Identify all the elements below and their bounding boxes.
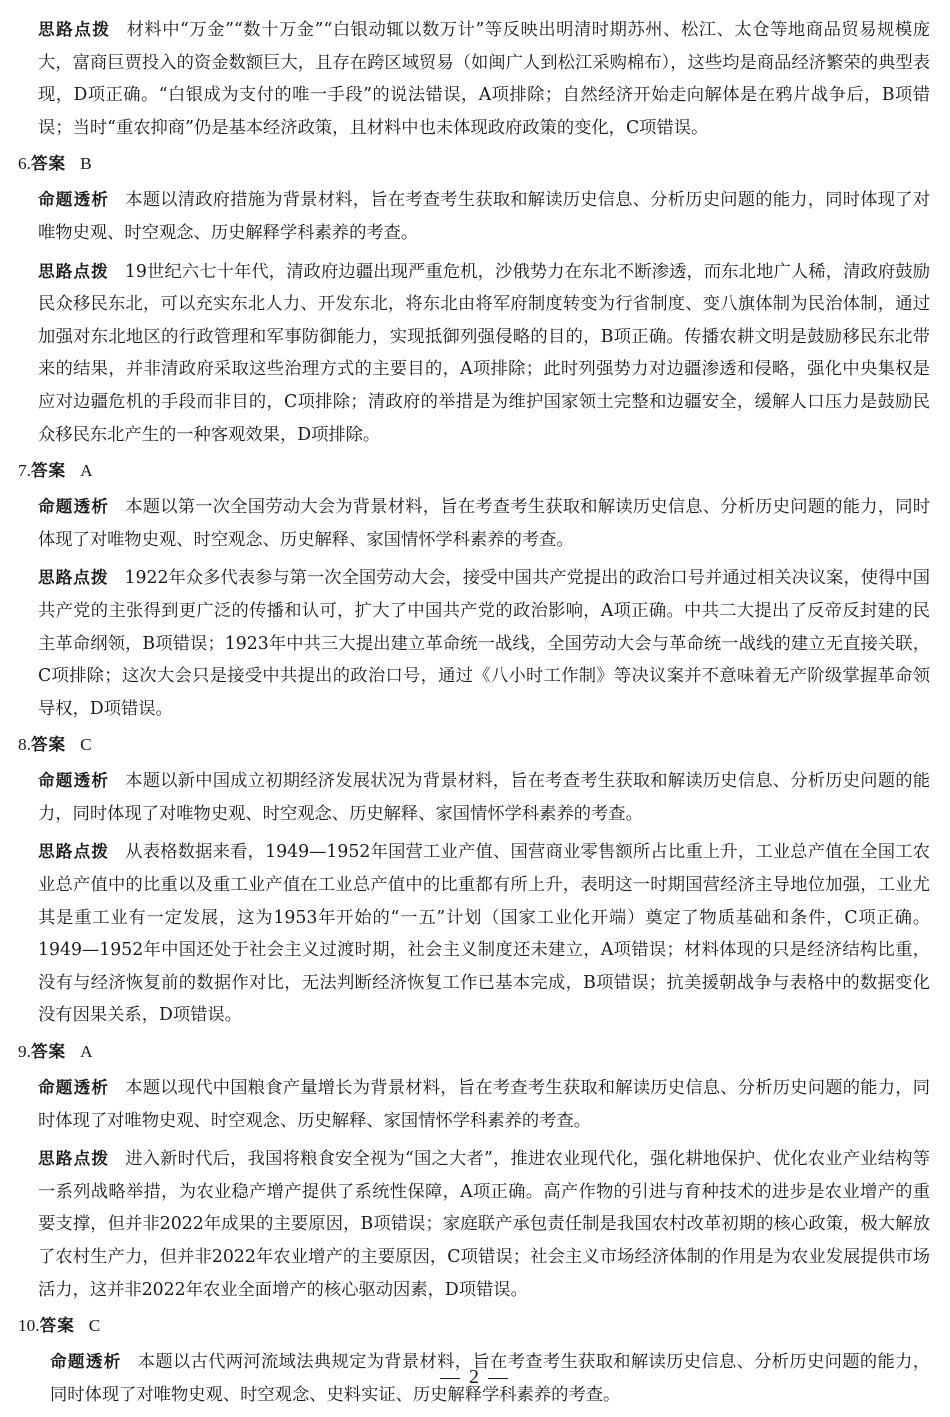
reasoning-text: 1922年众多代表参与第一次全国劳动大会，接受中国共产党提出的政治口号并通过相关决议案，使得中国共产党的主张得到更广泛的传播和认可，扩大了中国共产党的政治影响，A项正确。中共二大提出了反帝反封建的民主革命纲领，B项错误；1923年中共三大提出建立革命统一战线，全国劳动大会与革命统一战线的建立无直接关联，C项排除；这次大会只是接受中共提出的政治口号，通过《八小时工作制》等决议案并不意味着无产阶级掌握革命领导权，D项错误。 [38, 568, 931, 719]
answer-label: 答案 [30, 154, 67, 174]
analysis-paragraph-8 [38, 765, 930, 830]
analysis-label: 命题透析 [38, 190, 110, 210]
answer-line-8 [18, 731, 930, 759]
reasoning-label: 思路点拨 [38, 842, 110, 862]
question-number: 10. [18, 1316, 40, 1336]
analysis-label: 命题透析 [38, 1078, 110, 1098]
reasoning-text: 从表格数据来看，1949—1952年国营工业产值、国营商业零售额所占比重上升，工业总产值在全国工农业总产值中的比重以及重工业产值在工业总产值中的比重都有所上升，表明这一时期国营经济主导地位加强，工业尤其是重工业有一定发展，这为1953年开始的“一五”计划（国家工业化开端）奠定了物质基础和条件，C项正确。1949—1952年中国还处于社会主义过渡时期，社会主义制度还未建立，A项错误；材料体现的只是经济结构比重，没有与经济恢复前的数据作对比，无法判断经济恢复工作已基本完成，B项错误；抗美援朝战争与表格中的数据变化没有因果关系，D项错误。 [38, 842, 931, 1026]
question-number: 8. [18, 735, 31, 755]
analysis-label: 命题透析 [50, 1352, 122, 1372]
reasoning-text: 19世纪六七十年代，清政府边疆出现严重危机，沙俄势力在东北不断渗透，而东北地广人稀，清政府鼓励民众移民东北，可以充实东北人力、开发东北，将东北由将军府制度转变为行省制度、变八旗体制为民治体制，通过加强对东北地区的行政管理和军事防御能力，实现抵御列强侵略的目的，B项正确。传播农耕文明是鼓励移民东北带来的结果，并非清政府采取这些治理方式的主要目的，A项排除；此时列强势力对边疆渗透和侵略，强化中央集权是应对边疆危机的手段而非目的，C项排除；清政府的举措是为维护国家领土完整和边疆安全，缓解人口压力是鼓励民众移民东北产生的一种客观效果，D项排除。 [38, 261, 931, 445]
reasoning-text: 进入新时代后，我国将粮食安全视为“国之大者”，推进农业现代化，强化耕地保护、优化农业产业结构等一系列战略举措，为农业稳产增产提供了系统性保障，A项正确。高产作物的引进与育种技术的进步是农业增产的重要支撑，但并非2022年成果的主要原因，B项错误；家庭联产承包责任制是我国农村改革初期的核心政策，极大解放了农村生产力，但并非2022年农业增产的主要原因，C项错误；社会主义市场经济体制的作用是为农业发展提供市场活力，这并非2022年农业全面增产的核心驱动因素，D项错误。 [38, 1149, 931, 1300]
analysis-paragraph-7 [38, 491, 930, 556]
answer-line-9 [18, 1038, 930, 1066]
reasoning-paragraph-7 [38, 562, 930, 725]
answer-page [18, 14, 931, 1417]
answer-value: A [80, 1042, 93, 1062]
analysis-label: 命题透析 [38, 497, 110, 517]
analysis-label: 命题透析 [38, 771, 110, 791]
reasoning-label: 思路点拨 [38, 261, 109, 281]
answer-value: A [80, 461, 93, 481]
analysis-text: 本题以清政府措施为背景材料，旨在考查考生获取和解读历史信息、分析历史问题的能力，同时体现了对唯物史观、时空观念、历史解释学科素养的考查。 [38, 190, 930, 243]
analysis-text: 本题以第一次全国劳动大会为背景材料，旨在考查考生获取和解读历史信息、分析历史问题的能力，同时体现了对唯物史观、时空观念、历史解释、家国情怀学科素养的考查。 [38, 497, 930, 550]
reasoning-label: 思路点拨 [38, 568, 109, 588]
answer-label: 答案 [30, 735, 67, 755]
page-number: — 2 — [440, 1366, 510, 1388]
answer-label: 答案 [39, 1316, 75, 1336]
question-number: 9. [18, 1042, 31, 1062]
analysis-text: 本题以古代两河流域法典规定为背景材料，旨在考查考生获取和解读历史信息、分析历史问题的能力，同时体现了对唯物史观、时空观念、史料实证、历史解释学科素养的考查。 [50, 1352, 931, 1405]
analysis-paragraph-9 [38, 1072, 930, 1137]
question-number: 7. [18, 461, 31, 481]
answer-value: B [80, 154, 92, 174]
reasoning-paragraph-6 [38, 256, 930, 452]
answer-value: C [80, 735, 92, 755]
reasoning-label: 思路点拨 [38, 1149, 110, 1169]
reasoning-paragraph-5 [38, 14, 930, 144]
answer-line-10 [18, 1312, 930, 1340]
analysis-text: 本题以新中国成立初期经济发展状况为背景材料，旨在考查考生获取和解读历史信息、分析历史问题的能力，同时体现了对唯物史观、时空观念、历史解释、家国情怀学科素养的考查。 [38, 771, 930, 824]
reasoning-text: 材料中“万金”“数十万金”“白银动辄以数万计”等反映出明清时期苏州、松江、太仓等地商品贸易规模庞大，富商巨贾投入的资金数额巨大，且存在跨区域贸易（如闽广人到松江采购棉布），这些均是商品经济繁荣的典型表现，D项正确。“白银成为支付的唯一手段”的说法错误，A项排除；自然经济开始走向解体是在鸦片战争后，B项错误；当时“重农抑商”仍是基本经济政策，且材料中也未体现政府政策的变化，C项错误。 [38, 20, 930, 138]
reasoning-label: 思路点拨 [38, 20, 111, 39]
answer-label: 答案 [30, 1042, 67, 1062]
answer-value: C [88, 1316, 101, 1336]
question-number: 6. [18, 154, 31, 174]
answer-line-7 [18, 457, 930, 485]
analysis-paragraph-6 [38, 184, 930, 249]
answer-line-6 [18, 150, 930, 178]
analysis-text: 本题以现代中国粮食产量增长为背景材料，旨在考查考生获取和解读历史信息、分析历史问题的能力，同时体现了对唯物史观、时空观念、历史解释、家国情怀学科素养的考查。 [38, 1078, 930, 1131]
reasoning-paragraph-8 [38, 836, 930, 1032]
reasoning-paragraph-9 [38, 1143, 930, 1306]
answer-label: 答案 [30, 461, 67, 481]
